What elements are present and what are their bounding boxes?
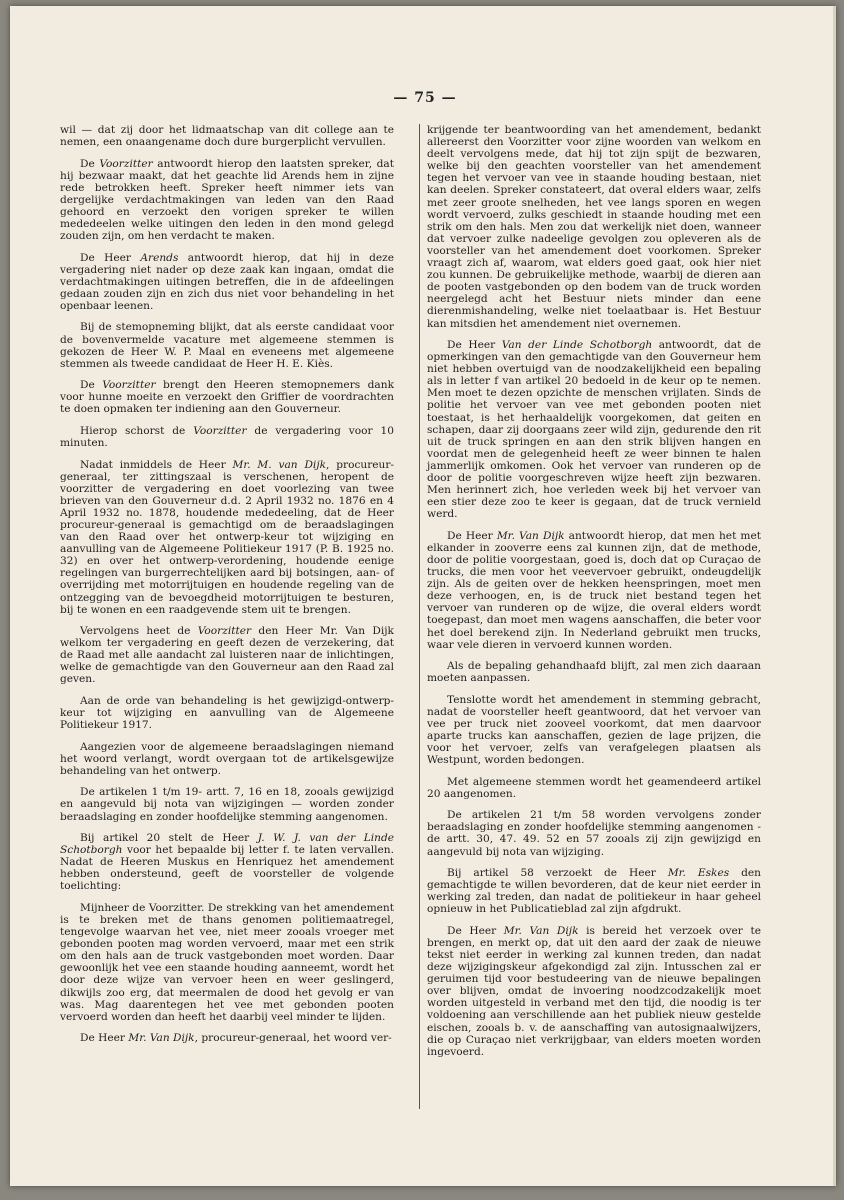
- document-page: [10, 6, 836, 1186]
- paragraph: [60, 459, 394, 616]
- paragraph: [60, 1032, 394, 1044]
- paragraph-text: Nadat inmiddels de Heer: [80, 458, 233, 471]
- paragraph-text: , procureur-generaal, ter zittingszaal is verschenen, heropent de voorzitter de vergadering en doet voorlezing van twee brieven van den Gouverneur d.d. 2 April 1932 no. 1876 en 4 April 1932 no. 1878, houdende mededeeling, dat de Heer procureur-generaal is gemachtigd om de beraadslagingen van den Raad over het ontwerp-keur tot wijziging en aanvulling van de Algemeene Politiekeur 1917 (P. B. 1925 no. 32) en over het ontwerp-verordening, houdende eenige regelingen van burgerrechtelijken aard bij botsingen, aan- of overrijding met motorrijtuigen en houdende regeling van de ontzegging van de bevoegdheid motorrijtuigen te besturen, bij te wonen en een raadgevende stem uit te brengen.: [60, 458, 395, 616]
- column-divider: [419, 124, 420, 1109]
- speaker-name: Voorzitter: [99, 157, 153, 170]
- paragraph-text: De Heer: [447, 338, 502, 351]
- speaker-name: Voorzitter: [193, 424, 247, 437]
- paragraph: [427, 925, 761, 1058]
- paragraph: [60, 625, 394, 685]
- paragraph: [427, 776, 761, 800]
- paragraph-text: Hierop schorst de: [80, 424, 194, 437]
- paragraph: [60, 786, 394, 822]
- paragraph-text: Aan de orde van behandeling is het gewijzigd-ontwerp-keur tot wijziging en aanvulling van de Algemeene Politiekeur 1917.: [60, 694, 394, 732]
- paragraph-text: den gemachtigde te willen bevorderen, dat de keur niet eerder in werking zal treden, dan nadat de politiekeur in haar geheel opnieuw in het Publicatieblad zal zijn afgdrukt.: [427, 866, 761, 916]
- paragraph-text: Bij artikel 20 stelt de Heer: [80, 831, 258, 844]
- paragraph-text: Aangezien voor de algemeene beraadslagingen niemand het woord verlangt, wordt overgaan tot de artikelsgewijze behandeling van het ontwerp.: [60, 740, 394, 777]
- paragraph-text: antwoordt hierop, dat men het met elkander in zooverre eens zal kunnen zijn, dat de methode, door de politie voorgestaan, goed is, doch dat op Curaçao de trucks, die men voor het veevervoer gebruikt, ondeugdelijk zijn. Als de geiten over de hekken heenspringen, moet men deze verhoogen, en, is de truck niet bestand tegen het vervoer van runderen op de wijze, die overal elders wordt toegepast, dan moet men wagens aanschaffen, die beter voor het doel berekend zijn. In Nederland gebruikt men trucks, waar vele dieren in vervoerd kunnen worden.: [427, 529, 761, 651]
- paragraph-text: de vergadering voor 10 minuten.: [60, 424, 394, 450]
- paragraph: [60, 902, 394, 1023]
- paragraph: [60, 124, 394, 148]
- paragraph-text: Bij de stemopneming blijkt, dat als eerste candidaat voor de bovenvermelde vacature met algemeene stemmen is gekozen de Heer W. P. Maal en eveneens met algemeene stemmen als tweede candidaat de Heer H. E. Kiès.: [60, 321, 394, 370]
- paragraph-text: De artikelen 1 t/m 19- artt. 7, 16 en 18, zooals gewijzigd en aangevuld bij nota van wijzigingen — worden zonder beraadslaging en zonder hoofdelijke stemming aangenomen.: [60, 786, 394, 823]
- paragraph: [60, 425, 394, 449]
- paragraph-text: De Heer: [447, 924, 504, 937]
- paragraph: [427, 867, 761, 915]
- paragraph-text: De Heer: [80, 251, 141, 264]
- speaker-name: Mr. M. van Dijk: [232, 458, 327, 471]
- paragraph-text: De: [80, 379, 103, 392]
- speaker-name: Mr. Eskes: [667, 866, 730, 879]
- paragraph: [60, 695, 394, 731]
- speaker-name: Van der Linde Schotborgh: [501, 338, 653, 351]
- paragraph-text: antwoordt hierop den laatsten spreker, dat hij bezwaar maakt, dat het geachte lid Arends hem in zijne rede betrokken heeft. Spreker heeft nimmer iets van dergelijke verdachtmakingen van leden van den Raad gehoord en verzoekt den vorigen spreker te willen mededeelen welke uitingen den leden in den mond gelegd zouden zijn, om hen verdacht te maken.: [60, 157, 395, 243]
- left-column: [60, 124, 394, 1054]
- paragraph-text: antwoordt, dat de opmerkingen van den gemachtigde van den Gouverneur hem niet hebben overtuigd van de noodzakelijkheid een bepaling als in letter f van artikel 20 bedoeld in de keur op te nemen. Men moet te dezen opzichte de menschen vrijlaten. Sinds de politie het vervoer van vee met gebonden pooten niet toestaat, is het herhaaldelijk voorgekomen, dat geiten en schapen, daar zij doorgaans zeer wild zijn, gedurende den rit uit de truck springen en aan den strik blijven hangen en voordat men de gelegenheid heeft ze weer binnen te halen jammerlijk omkomen. Ook het vervoer van runderen op de door de politie voorgeschreven wijze heeft zijn bezwaren. Men herinnert zich, hoe verleden week bij het vervoer van een stier deze zoo te keer is gegaan, dat de truck vernield werd.: [427, 338, 761, 521]
- paragraph-text: antwoordt hierop, dat hij in deze vergadering niet nader op deze zaak kan ingaan, omdat die verdachtmakingen uitingen betreffen, die in de afdeelingen gedaan zouden zijn en zich dus niet voor behandeling in het openbaar leenen.: [60, 251, 394, 312]
- paragraph-text: De Heer: [80, 1032, 129, 1045]
- paragraph: [427, 694, 761, 767]
- paragraph-text: Als de bepaling gehandhaafd blijft, zal men zich daaraan moeten aanpassen.: [427, 660, 761, 685]
- speaker-name: J. W. J. van der Linde Schotborgh: [60, 831, 394, 857]
- paragraph: [60, 252, 394, 312]
- paragraph-text: brengt den Heeren stemopnemers dank voor hunne moeite en verzoekt den Griffier de voordrachten te doen opmaken ter indiening aan den Gouverneur.: [60, 379, 394, 416]
- paragraph-text: krijgende ter beantwoording van het amendement, bedankt allereerst den Voorzitter voor zijne woorden van welkom en deelt vervolgens mede, dat hij tot zijn spijt de bezwaren, welke bij den geachten voorsteller van het amendement tegen het vervoer van vee in staande houding bestaan, niet kan deelen. Spreker constateert, dat overal elders waar, zelfs met zeer groote snelheden, het vee langs sporen en wegen wordt vervoerd, zulks geschiedt in staande houding met een strik om den hals. Men zou dat werkelijk niet doen, wanneer dat vervoer zulke nadeelige gevolgen zou opleveren als de voorsteller van het amendement doet voorkomen. Spreker vraagt zich af, waarom, wat elders goed gaat, ook hier niet zou kunnen. De gebruikelijke methode, waarbij de dieren aan de pooten vastgebonden op den bodem van de truck worden neergelegd acht het Bestuur niets minder dan eene dierenmishandeling, welke niet toelaatbaar is. Het Bestuur kan mitsdien het amendement niet overnemen.: [427, 124, 761, 330]
- paragraph-text: is bereid het verzoek over te brengen, en merkt op, dat uit den aard der zaak de nieuwe tekst niet eerder in werking zal kunnen treden, dan nadat deze wijzigingskeur afgekondigd zal zijn. Intusschen zal er geruimen tijd voor bestudeering van de nieuwe bepalingen over blijven, omdat de invoering noodzcodzakelijk moet worden uitgesteld in verband met den tijd, die noodig is ter voldoening aan verschillende aan het publiek nieuw gestelde eischen, zooals b. v. de aanschaffing van autosignaalwijzers, die op Curaçao niet verkrijgbaar, van elders moeten worden ingevoerd.: [427, 924, 761, 1058]
- paragraph-text: den Heer Mr. Van Dijk welkom ter vergadering en geeft dezen de verzekering, dat de Raad met alle aandacht zal luisteren naar de inlichtingen, welke de gemachtigde van den Gouverneur aan den Raad zal geven.: [60, 625, 394, 686]
- paragraph-text: voor het bepaalde bij letter f. te laten vervallen. Nadat de Heeren Muskus en Henriquez het amendement hebben ondersteund, geeft de voorsteller de volgende toelichting:: [60, 844, 394, 893]
- paragraph: [427, 530, 761, 651]
- speaker-name: Mr. Van Dijk: [128, 1032, 195, 1045]
- paragraph-text: , procureur-generaal, het woord ver-: [194, 1032, 392, 1045]
- speaker-name: Voorzitter: [197, 625, 252, 638]
- paragraph: [427, 809, 761, 857]
- paragraph: [427, 339, 761, 520]
- speaker-name: Mr. Van Dijk: [496, 529, 565, 542]
- speaker-name: Mr. Van Dijk: [503, 924, 579, 937]
- paragraph: [427, 124, 761, 330]
- paragraph-text: Mijnheer de Voorzitter. De strekking van het amendement is te breken met de thans genomen politiemaatregel, tengevolge waarvan het vee, niet meer zooals vroeger met gebonden pooten mag worden vervoerd, maar met een strik om den hals aan de truck vastgebonden moet worden. Daar gewoonlijk het vee een staande houding aanneemt, wordt het door deze wijze van vervoer heen en weer geslingerd, dikwijls zoo erg, dat meermalen de dood het gevolg er van was. Mag daarentegen het vee met gebonden pooten vervoerd worden dan heeft het daarbij veel minder te lijden.: [60, 901, 394, 1023]
- paragraph: [60, 741, 394, 777]
- paragraph-text: Bij artikel 58 verzoekt de Heer: [447, 866, 668, 879]
- paragraph: [60, 379, 394, 415]
- paragraph-text: Vervolgens heet de: [80, 625, 198, 638]
- speaker-name: Arends: [140, 251, 179, 264]
- paragraph: [427, 660, 761, 684]
- speaker-name: Voorzitter: [102, 379, 156, 392]
- paragraph-text: De artikelen 21 t/m 58 worden vervolgens zonder beraadslaging en zonder hoofdelijke stemming aangenomen - de artt. 30, 47. 49. 52 en 57 zooals zij zijn gewijzigd en aangevuld bij nota van wijziging.: [427, 809, 761, 858]
- right-column: [427, 124, 761, 1067]
- paragraph-text: De Heer: [447, 529, 497, 542]
- paragraph-text: Tenslotte wordt het amendement in stemming gebracht, nadat de voorsteller heeft geantwoord, dat het vervoer van vee per truck niet zooveel voorkomt, dat men daarvoor aparte trucks kan aanschaffen, gezien de lage prijzen, die voor het vervoer, zelfs van verafgelegen plaatsen als Westpunt, worden bedongen.: [427, 693, 761, 767]
- page-edge: [833, 6, 836, 1186]
- paragraph-text: Met algemeene stemmen wordt het geamendeerd artikel 20 aangenomen.: [427, 775, 761, 800]
- paragraph-text: wil — dat zij door het lidmaatschap van dit college aan te nemen, een onaangename doch dure burgerplicht vervullen.: [60, 124, 394, 149]
- paragraph: [60, 832, 394, 892]
- page-number: — 75 —: [393, 90, 457, 106]
- paragraph: [60, 158, 394, 243]
- paragraph: [60, 321, 394, 369]
- paragraph-text: De: [80, 157, 100, 170]
